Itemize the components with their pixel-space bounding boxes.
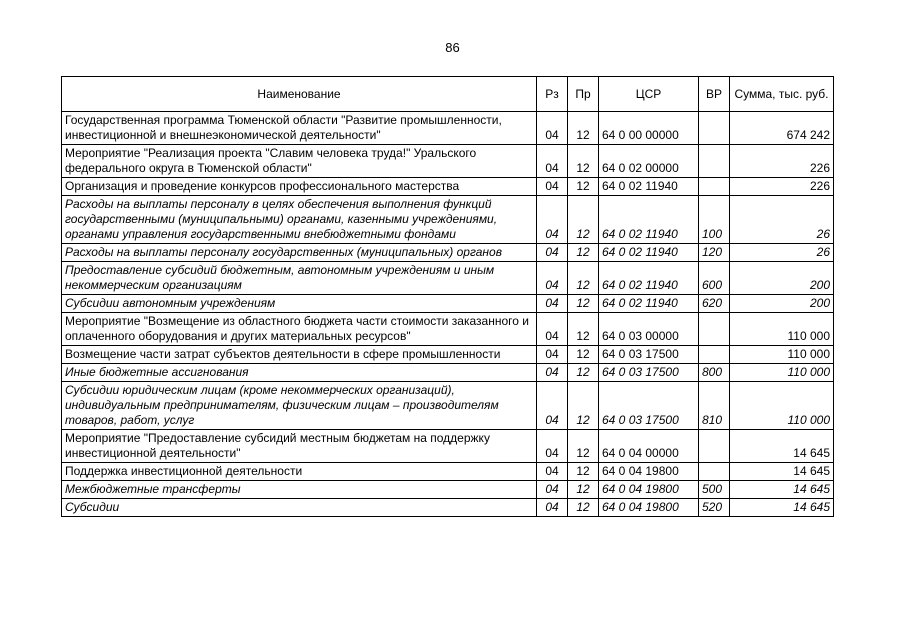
cell-name: Межбюджетные трансферты — [62, 481, 537, 499]
cell-pr: 12 — [568, 196, 599, 244]
cell-sum: 14 645 — [730, 463, 834, 481]
table-row — [62, 112, 834, 145]
cell-name: Организация и проведение конкурсов профессионального мастерства — [62, 178, 537, 196]
cell-vr: 620 — [699, 295, 730, 313]
cell-csr: 64 0 03 00000 — [599, 313, 699, 346]
cell-pr: 12 — [568, 145, 599, 178]
header-pr: Пр — [568, 77, 599, 112]
cell-name: Предоставление субсидий бюджетным, автономным учреждениям и иным некоммерческим организациям — [62, 262, 537, 295]
cell-pr: 12 — [568, 364, 599, 382]
table-row — [62, 364, 834, 382]
cell-sum: 200 — [730, 295, 834, 313]
cell-vr: 520 — [699, 499, 730, 517]
cell-pr: 12 — [568, 244, 599, 262]
cell-pr: 12 — [568, 112, 599, 145]
table-row — [62, 313, 834, 346]
table-row — [62, 346, 834, 364]
cell-csr: 64 0 02 11940 — [599, 196, 699, 244]
cell-rz: 04 — [537, 262, 568, 295]
cell-name: Поддержка инвестиционной деятельности — [62, 463, 537, 481]
cell-name: Расходы на выплаты персоналу государственных (муниципальных) органов — [62, 244, 537, 262]
header-csr: ЦСР — [599, 77, 699, 112]
cell-sum: 110 000 — [730, 382, 834, 430]
cell-csr: 64 0 02 11940 — [599, 262, 699, 295]
table-row — [62, 178, 834, 196]
cell-name: Мероприятие "Реализация проекта "Славим человека труда!" Уральского федерального округа в Тюменской области" — [62, 145, 537, 178]
table-header-row — [62, 77, 834, 112]
cell-csr: 64 0 02 11940 — [599, 178, 699, 196]
table-row — [62, 463, 834, 481]
cell-pr: 12 — [568, 178, 599, 196]
cell-name: Мероприятие "Возмещение из областного бюджета части стоимости заказанного и оплаченного оборудования и других материальных ресурсов" — [62, 313, 537, 346]
cell-sum: 14 645 — [730, 481, 834, 499]
budget-table — [61, 76, 834, 517]
cell-csr: 64 0 03 17500 — [599, 364, 699, 382]
cell-vr: 600 — [699, 262, 730, 295]
cell-vr: 120 — [699, 244, 730, 262]
cell-rz: 04 — [537, 178, 568, 196]
cell-vr: 810 — [699, 382, 730, 430]
cell-rz: 04 — [537, 196, 568, 244]
table-row — [62, 481, 834, 499]
cell-vr: 800 — [699, 364, 730, 382]
cell-pr: 12 — [568, 346, 599, 364]
cell-csr: 64 0 04 19800 — [599, 463, 699, 481]
cell-sum: 226 — [730, 145, 834, 178]
cell-csr: 64 0 02 11940 — [599, 244, 699, 262]
cell-rz: 04 — [537, 295, 568, 313]
table-row — [62, 262, 834, 295]
cell-rz: 04 — [537, 463, 568, 481]
cell-pr: 12 — [568, 295, 599, 313]
cell-vr — [699, 313, 730, 346]
table-row — [62, 499, 834, 517]
header-rz: Рз — [537, 77, 568, 112]
table-row — [62, 295, 834, 313]
cell-csr: 64 0 04 19800 — [599, 481, 699, 499]
cell-csr: 64 0 00 00000 — [599, 112, 699, 145]
cell-pr: 12 — [568, 313, 599, 346]
table-row — [62, 145, 834, 178]
cell-sum: 110 000 — [730, 364, 834, 382]
cell-pr: 12 — [568, 499, 599, 517]
cell-rz: 04 — [537, 112, 568, 145]
cell-sum: 226 — [730, 178, 834, 196]
cell-pr: 12 — [568, 481, 599, 499]
cell-vr — [699, 463, 730, 481]
table-row — [62, 244, 834, 262]
cell-rz: 04 — [537, 364, 568, 382]
cell-vr — [699, 145, 730, 178]
cell-vr — [699, 346, 730, 364]
cell-sum: 200 — [730, 262, 834, 295]
table-row — [62, 196, 834, 244]
table-row — [62, 430, 834, 463]
header-name: Наименование — [62, 77, 537, 112]
cell-rz: 04 — [537, 499, 568, 517]
cell-rz: 04 — [537, 481, 568, 499]
cell-rz: 04 — [537, 346, 568, 364]
cell-csr: 64 0 03 17500 — [599, 346, 699, 364]
cell-pr: 12 — [568, 463, 599, 481]
cell-name: Иные бюджетные ассигнования — [62, 364, 537, 382]
cell-sum: 26 — [730, 196, 834, 244]
cell-vr — [699, 112, 730, 145]
cell-sum: 110 000 — [730, 313, 834, 346]
cell-vr — [699, 178, 730, 196]
cell-name: Мероприятие "Предоставление субсидий местным бюджетам на поддержку инвестиционной деятельности" — [62, 430, 537, 463]
cell-sum: 674 242 — [730, 112, 834, 145]
cell-pr: 12 — [568, 430, 599, 463]
cell-rz: 04 — [537, 430, 568, 463]
cell-name: Субсидии автономным учреждениям — [62, 295, 537, 313]
cell-vr: 100 — [699, 196, 730, 244]
cell-rz: 04 — [537, 313, 568, 346]
cell-name: Расходы на выплаты персоналу в целях обеспечения выполнения функций государственными (муниципальными) органами, казенными учреждениями, органами управления государственными внебюджетными фондами — [62, 196, 537, 244]
cell-rz: 04 — [537, 145, 568, 178]
cell-sum: 26 — [730, 244, 834, 262]
cell-rz: 04 — [537, 382, 568, 430]
table-row — [62, 382, 834, 430]
cell-rz: 04 — [537, 244, 568, 262]
header-vr: ВР — [699, 77, 730, 112]
cell-name: Субсидии — [62, 499, 537, 517]
cell-csr: 64 0 04 00000 — [599, 430, 699, 463]
cell-csr: 64 0 02 11940 — [599, 295, 699, 313]
cell-vr — [699, 430, 730, 463]
cell-csr: 64 0 03 17500 — [599, 382, 699, 430]
cell-name: Возмещение части затрат субъектов деятельности в сфере промышленности — [62, 346, 537, 364]
cell-csr: 64 0 02 00000 — [599, 145, 699, 178]
cell-sum: 14 645 — [730, 499, 834, 517]
header-sum: Сумма, тыс. руб. — [730, 77, 834, 112]
page-number: 86 — [445, 40, 460, 55]
cell-vr: 500 — [699, 481, 730, 499]
cell-pr: 12 — [568, 382, 599, 430]
cell-pr: 12 — [568, 262, 599, 295]
cell-csr: 64 0 04 19800 — [599, 499, 699, 517]
cell-name: Государственная программа Тюменской области "Развитие промышленности, инвестиционной и внешнеэкономической деятельности" — [62, 112, 537, 145]
cell-sum: 110 000 — [730, 346, 834, 364]
cell-sum: 14 645 — [730, 430, 834, 463]
table-body — [62, 112, 834, 517]
cell-name: Субсидии юридическим лицам (кроме некоммерческих организаций), индивидуальным предпринимателям, физическим лицам – производителям товаров, работ, услуг — [62, 382, 537, 430]
